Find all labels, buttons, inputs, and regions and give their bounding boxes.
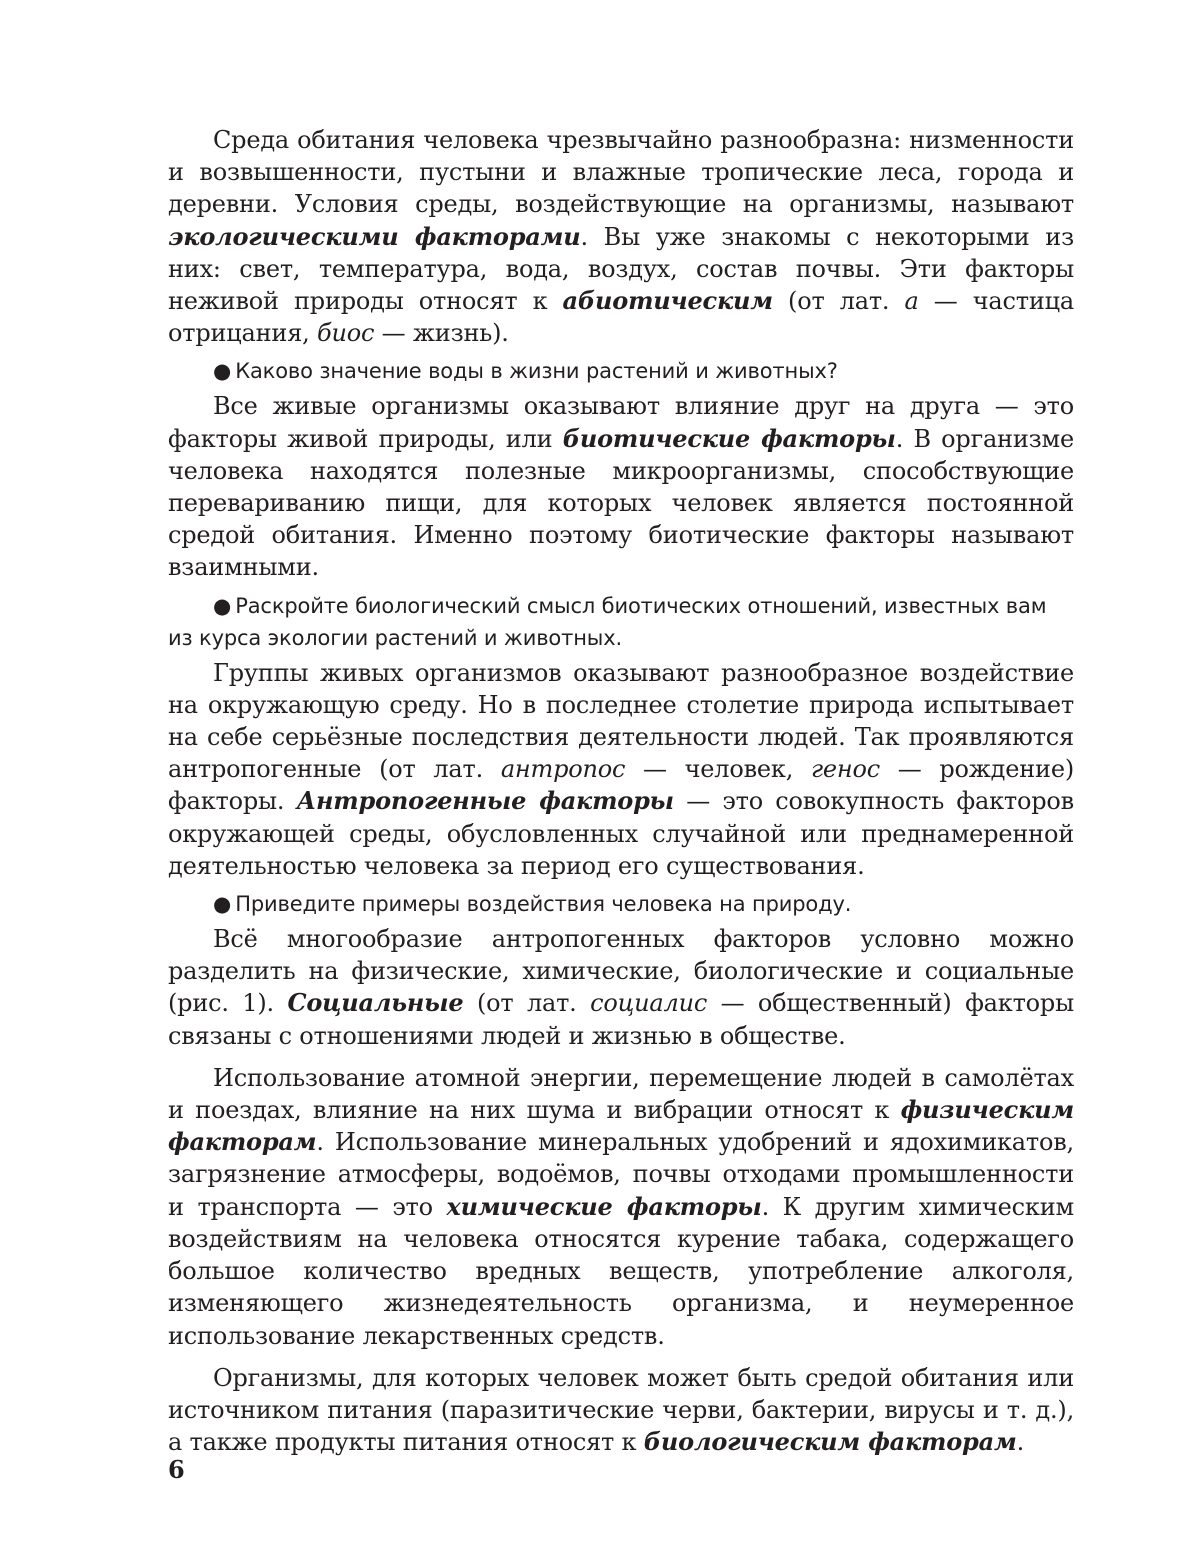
- term-physical-factors: физическим факторам: [168, 1095, 1074, 1157]
- term-chemical-factors: химические факторы: [446, 1191, 762, 1221]
- term-ecological-factors: экологическими факторами: [168, 221, 581, 251]
- term-abiotic: абиотическим: [562, 286, 773, 316]
- paragraph-biotic-factors: Все живые организмы оказывают влияние друг на друга — это факторы живой природы, или биотические факторы. В организме человека находятся полезные микроорганизмы, способствующие перевариванию пищи, для которых человек является постоянной средой обитания. Именно поэтому биотические факторы называют взаимными.: [168, 392, 1075, 582]
- bullet-icon: ●: [213, 892, 232, 917]
- paragraph-physical-chemical-factors: Использование атомной энергии, перемещение людей в самолётах и поездах, влияние на них шума и вибрации относят к физическим факторам. Использование минеральных удобрений и ядохимикатов, загрязнение атмосферы, водоёмов, почвы отходами промышленности и транспорта — это химические факторы. К другим химическим воздействиям на человека относятся курение табака, содержащего большое количество вредных веществ, употребление алкоголя, изменяющего жизнедеятельность организма, и неумеренное использование лекарственных средств.: [168, 1063, 1074, 1350]
- term-biotic-factors: биотические факторы: [562, 423, 896, 453]
- question-biotic-relations: ● Раскройте биологический смысл биотических отношений, известных вам из курса экологии растений и животных.: [168, 593, 1047, 650]
- paragraph-anthropogenic-factors: Группы живых организмов оказывают разнообразное воздействие на окружающую среду. Но в последнее столетие природа испытывает на себе серьёзные последствия деятельности людей. Так проявляются антропогенные (от лат. антропос — человек, генос — рождение) факторы. Антропогенные факторы — это совокупность факторов окружающей среды, обусловленных случайной или преднамеренной деятельностью человека за период его существования.: [168, 658, 1074, 880]
- paragraph-ecological-factors: Среда обитания человека чрезвычайно разнообразна: низменности и возвышенности, пустыни и влажные тропические леса, города и деревни. Условия среды, воздействующие на организмы, называют экологическими факторами. Вы уже знакомы с некоторыми из них: свет, температура, вода, воздух, состав почвы. Эти факторы неживой природы относят к абиотическим (от лат. а — частица отрицания, биос — жизнь).: [168, 126, 1074, 348]
- page-number: 6: [168, 1455, 185, 1484]
- bullet-icon: ●: [213, 359, 232, 384]
- question-human-impact: ● Приведите примеры воздействия человека на природу.: [213, 892, 852, 917]
- term-biological-factors: биологическим факторам: [643, 1427, 1017, 1457]
- paragraph-social-factors: Всё многообразие антропогенных факторов условно можно разделить на физические, химические, биологические и социальные (рис. 1). Социальные (от лат. социалис — общественный) факторы связаны с отношениями людей и жизнью в обществе.: [168, 925, 1074, 1050]
- paragraph-biological-factors: Организмы, для которых человек может быть средой обитания или источником питания (паразитические черви, бактерии, вирусы и т. д.), а также продукты питания относят к биологическим факторам.: [168, 1363, 1074, 1457]
- page-body: [168, 124, 1074, 1458]
- bullet-icon: ●: [213, 593, 232, 618]
- term-anthropogenic-factors: Антропогенные факторы: [296, 786, 674, 816]
- term-social: Социальные: [287, 988, 464, 1018]
- question-water: ● Каково значение воды в жизни растений и животных?: [213, 359, 838, 384]
